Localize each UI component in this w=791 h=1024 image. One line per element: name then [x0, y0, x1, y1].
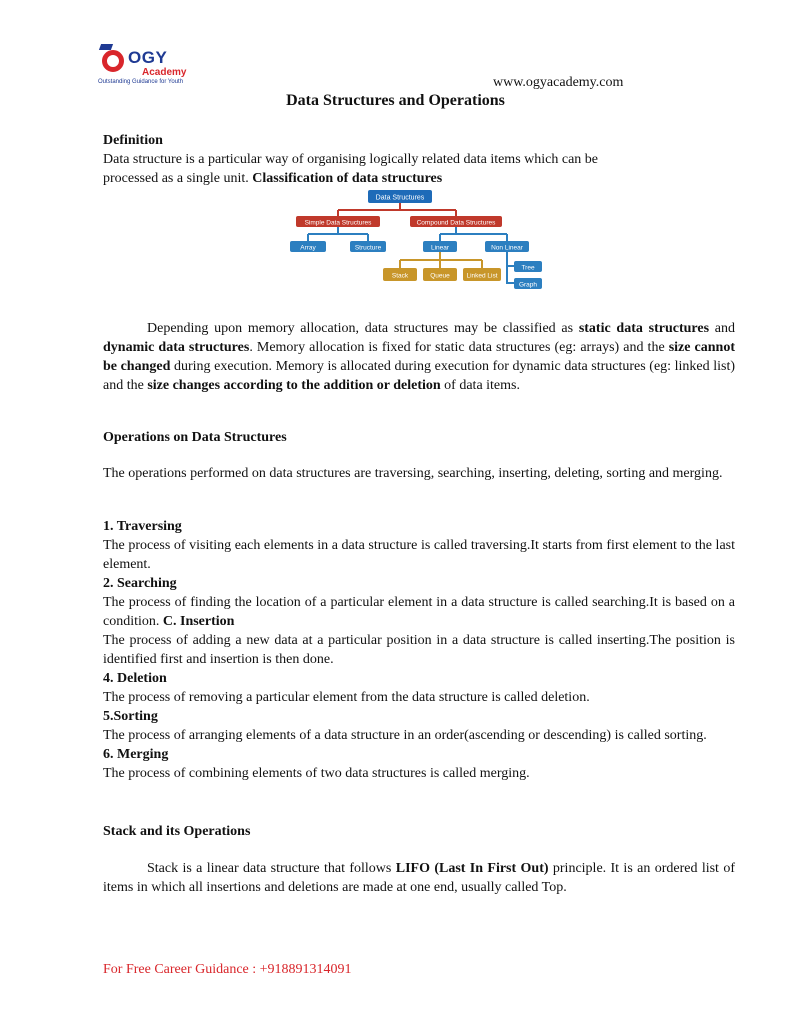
searching-text: The process of finding the location of a particular element in a data structure is called searching.It is based on a condition. C. Insertion — [103, 595, 735, 629]
logo-name: OGY — [128, 48, 168, 67]
deletion-text: The process of removing a particular element from the data structure is called deletion. — [103, 690, 590, 705]
node-data-structures — [368, 190, 432, 203]
node-linear — [423, 241, 457, 252]
page-title: Data Structures and Operations — [286, 92, 505, 109]
stack-paragraph: Stack is a linear data structure that follows LIFO (Last In First Out) principle. It is an ordered list of items in which all insertions and deletions are made at one end, usually called Top. — [103, 861, 735, 895]
svg-text:Simple Data Structures: Simple Data Structures — [304, 219, 372, 227]
svg-text:Graph: Graph — [518, 281, 538, 289]
svg-text:Structure: Structure — [354, 244, 382, 252]
operations-intro: The operations performed on data structures are traversing, searching, inserting, deleting, sorting and merging. — [103, 466, 723, 481]
stack-heading: Stack and its Operations — [103, 824, 251, 839]
definition-line2: processed as a single unit. Classification of data structures — [103, 171, 443, 186]
definition-heading: Definition — [103, 133, 163, 148]
svg-text:Compound Data Structures: Compound Data Structures — [416, 219, 496, 227]
logo-ring-icon — [102, 50, 124, 72]
traversing-heading: 1. Traversing — [103, 519, 182, 534]
classification-diagram — [280, 186, 550, 302]
definition-line1: Data structure is a particular way of organising logically related data items which can be — [103, 152, 599, 167]
node-stack — [383, 268, 417, 281]
ogy-academy-logo — [98, 44, 194, 94]
traversing-text: The process of visiting each elements in a data structure is called traversing.It starts from first element to the last element. — [103, 538, 735, 572]
svg-text:Linked List: Linked List — [466, 272, 498, 280]
svg-text:Linear: Linear — [430, 244, 450, 252]
node-graph — [514, 278, 542, 289]
node-queue — [423, 268, 457, 281]
merging-text: The process of combining elements of two data structures is called merging. — [103, 766, 530, 781]
node-simple-data-structures — [296, 216, 380, 227]
node-structure — [350, 241, 386, 252]
deletion-heading: 4. Deletion — [103, 671, 167, 686]
node-array — [290, 241, 326, 252]
insertion-heading: C. Insertion — [162, 614, 235, 629]
definition-section — [103, 131, 735, 188]
insertion-text: The process of adding a new data at a particular position in a data structure is called inserting.The position is identified first and insertion is then done. — [103, 633, 735, 667]
footer-career-guidance: For Free Career Guidance : +918891314091 — [103, 962, 352, 977]
node-compound-data-structures — [410, 216, 502, 227]
svg-text:Non Linear: Non Linear — [491, 244, 523, 252]
sorting-text: The process of arranging elements of a data structure in an order(ascending or descending) is called sorting. — [103, 728, 707, 743]
sorting-heading: 5.Sorting — [103, 709, 158, 724]
svg-text:Tree: Tree — [521, 264, 535, 272]
node-non-linear — [485, 241, 529, 252]
operations-list — [103, 517, 735, 783]
operations-heading: Operations on Data Structures — [103, 430, 287, 445]
searching-heading: 2. Searching — [103, 576, 177, 591]
merging-heading: 6. Merging — [103, 747, 169, 762]
website-url: www.ogyacademy.com — [493, 75, 624, 90]
svg-text:Data Structures: Data Structures — [375, 194, 425, 202]
logo-sub: Academy — [142, 67, 187, 78]
node-tree — [514, 261, 542, 272]
svg-text:Stack: Stack — [391, 272, 409, 280]
logo-tagline: Outstanding Guidance for Youth — [98, 79, 184, 85]
node-linked-list — [463, 268, 501, 281]
classification-heading: Classification of data structures — [252, 171, 443, 186]
svg-text:Queue: Queue — [430, 272, 450, 280]
memory-allocation-paragraph: Depending upon memory allocation, data structures may be classified as static data structures and dynamic data structures. Memory allocation is fixed for static data structures (eg: arrays) and the size cannot be changed during execution. Memory is allocated during execution for dynamic data structures (eg: linked list) and the size changes according to the addition or deletion of data items. — [103, 321, 735, 393]
svg-text:Array: Array — [300, 244, 316, 252]
